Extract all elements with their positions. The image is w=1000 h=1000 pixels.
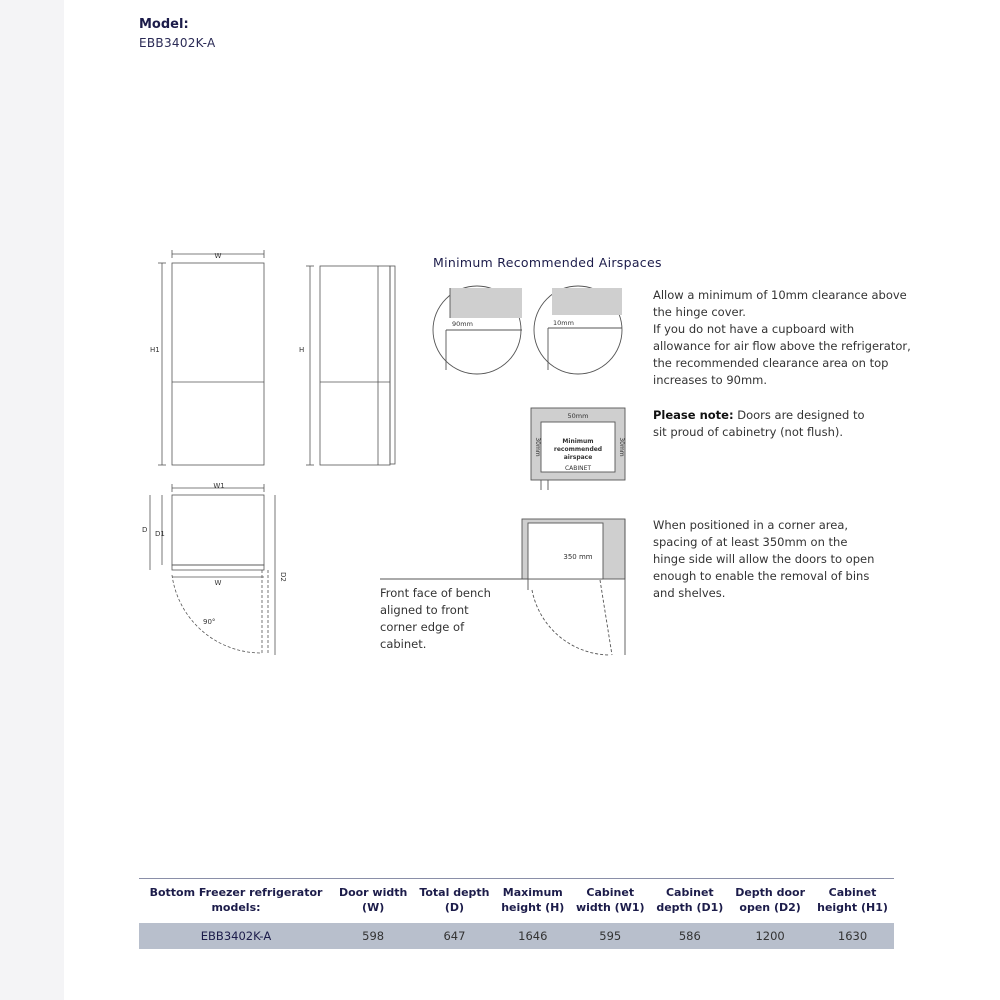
- cell-depth-door-open: 1200: [729, 923, 811, 949]
- clearance-line: If you do not have a cupboard with: [653, 322, 855, 336]
- header-total-depth: Total depth (D): [413, 879, 495, 924]
- header-cabinet-depth: Cabinet depth (D1): [650, 879, 729, 924]
- corner-line: spacing of at least 350mm on the: [653, 535, 848, 549]
- label-min-3: airspace: [563, 454, 593, 461]
- label-w-top: W: [214, 252, 222, 260]
- please-note-label: Please note:: [653, 408, 734, 422]
- bench-note-line: Front face of bench: [380, 586, 491, 600]
- header-cabinet-height: Cabinet height (H1): [811, 879, 894, 924]
- label-min-2: recommended: [553, 446, 603, 453]
- corner-paragraph: [653, 517, 874, 602]
- label-d2: D2: [279, 572, 287, 582]
- label-angle: 90°: [203, 618, 216, 626]
- label-top-50: 50mm: [567, 412, 589, 420]
- bench-note-line: cabinet.: [380, 637, 427, 651]
- label-h1: H1: [150, 346, 160, 354]
- header-door-width: Door width (W): [333, 879, 413, 924]
- cell-cabinet-height: 1630: [811, 923, 894, 949]
- label-cabinet: CABINET: [564, 465, 592, 472]
- cell-max-height: 1646: [496, 923, 570, 949]
- clearance-line: the hinge cover.: [653, 305, 746, 319]
- please-note-text: Doors are designed to: [733, 408, 865, 422]
- clearance-line: the recommended clearance area on top: [653, 356, 889, 370]
- cell-model: EBB3402K-A: [139, 923, 333, 949]
- bench-note: [380, 585, 520, 653]
- label-w1: W1: [213, 482, 225, 490]
- label-w-bottom: W: [214, 579, 222, 587]
- model-number: EBB3402K-A: [139, 36, 216, 50]
- bench-note-line: corner edge of: [380, 620, 465, 634]
- label-min-1: Minimum: [562, 438, 594, 445]
- corner-line: enough to enable the removal of bins: [653, 569, 870, 583]
- label-side-left: 30mm: [534, 437, 541, 457]
- cell-cabinet-width: 595: [570, 923, 650, 949]
- corner-line: When positioned in a corner area,: [653, 518, 849, 532]
- header-depth-door-open: Depth door open (D2): [729, 879, 811, 924]
- clearance-paragraph: [653, 287, 911, 389]
- header-max-height: Maximum height (H): [496, 879, 570, 924]
- table-row: [139, 923, 894, 949]
- label-side-right: 30mm: [618, 437, 625, 457]
- airspaces-title: Minimum Recommended Airspaces: [433, 255, 662, 270]
- corner-line: and shelves.: [653, 586, 726, 600]
- cell-total-depth: 647: [413, 923, 495, 949]
- label-clear-10: 10mm: [553, 319, 574, 327]
- corner-line: hinge side will allow the doors to open: [653, 552, 875, 566]
- cell-cabinet-depth: 586: [650, 923, 729, 949]
- header-models: Bottom Freezer refrigerator models:: [139, 879, 333, 924]
- please-note-paragraph: [653, 407, 865, 441]
- dimensions-table: [139, 878, 894, 949]
- header-cabinet-width: Cabinet width (W1): [570, 879, 650, 924]
- table-header-row: [139, 879, 894, 924]
- label-d: D: [142, 526, 148, 534]
- bench-note-line: aligned to front: [380, 603, 469, 617]
- label-corner-350: 350 mm: [563, 553, 593, 561]
- cell-door-width: 598: [333, 923, 413, 949]
- label-h: H: [299, 346, 305, 354]
- label-d1: D1: [155, 530, 165, 538]
- clearance-line: increases to 90mm.: [653, 373, 768, 387]
- model-label: Model:: [139, 17, 189, 32]
- clearance-line: Allow a minimum of 10mm clearance above: [653, 288, 907, 302]
- label-clear-90: 90mm: [452, 320, 473, 328]
- clearance-line: allowance for air flow above the refrigerator,: [653, 339, 911, 353]
- please-note-text-2: sit proud of cabinetry (not flush).: [653, 425, 844, 439]
